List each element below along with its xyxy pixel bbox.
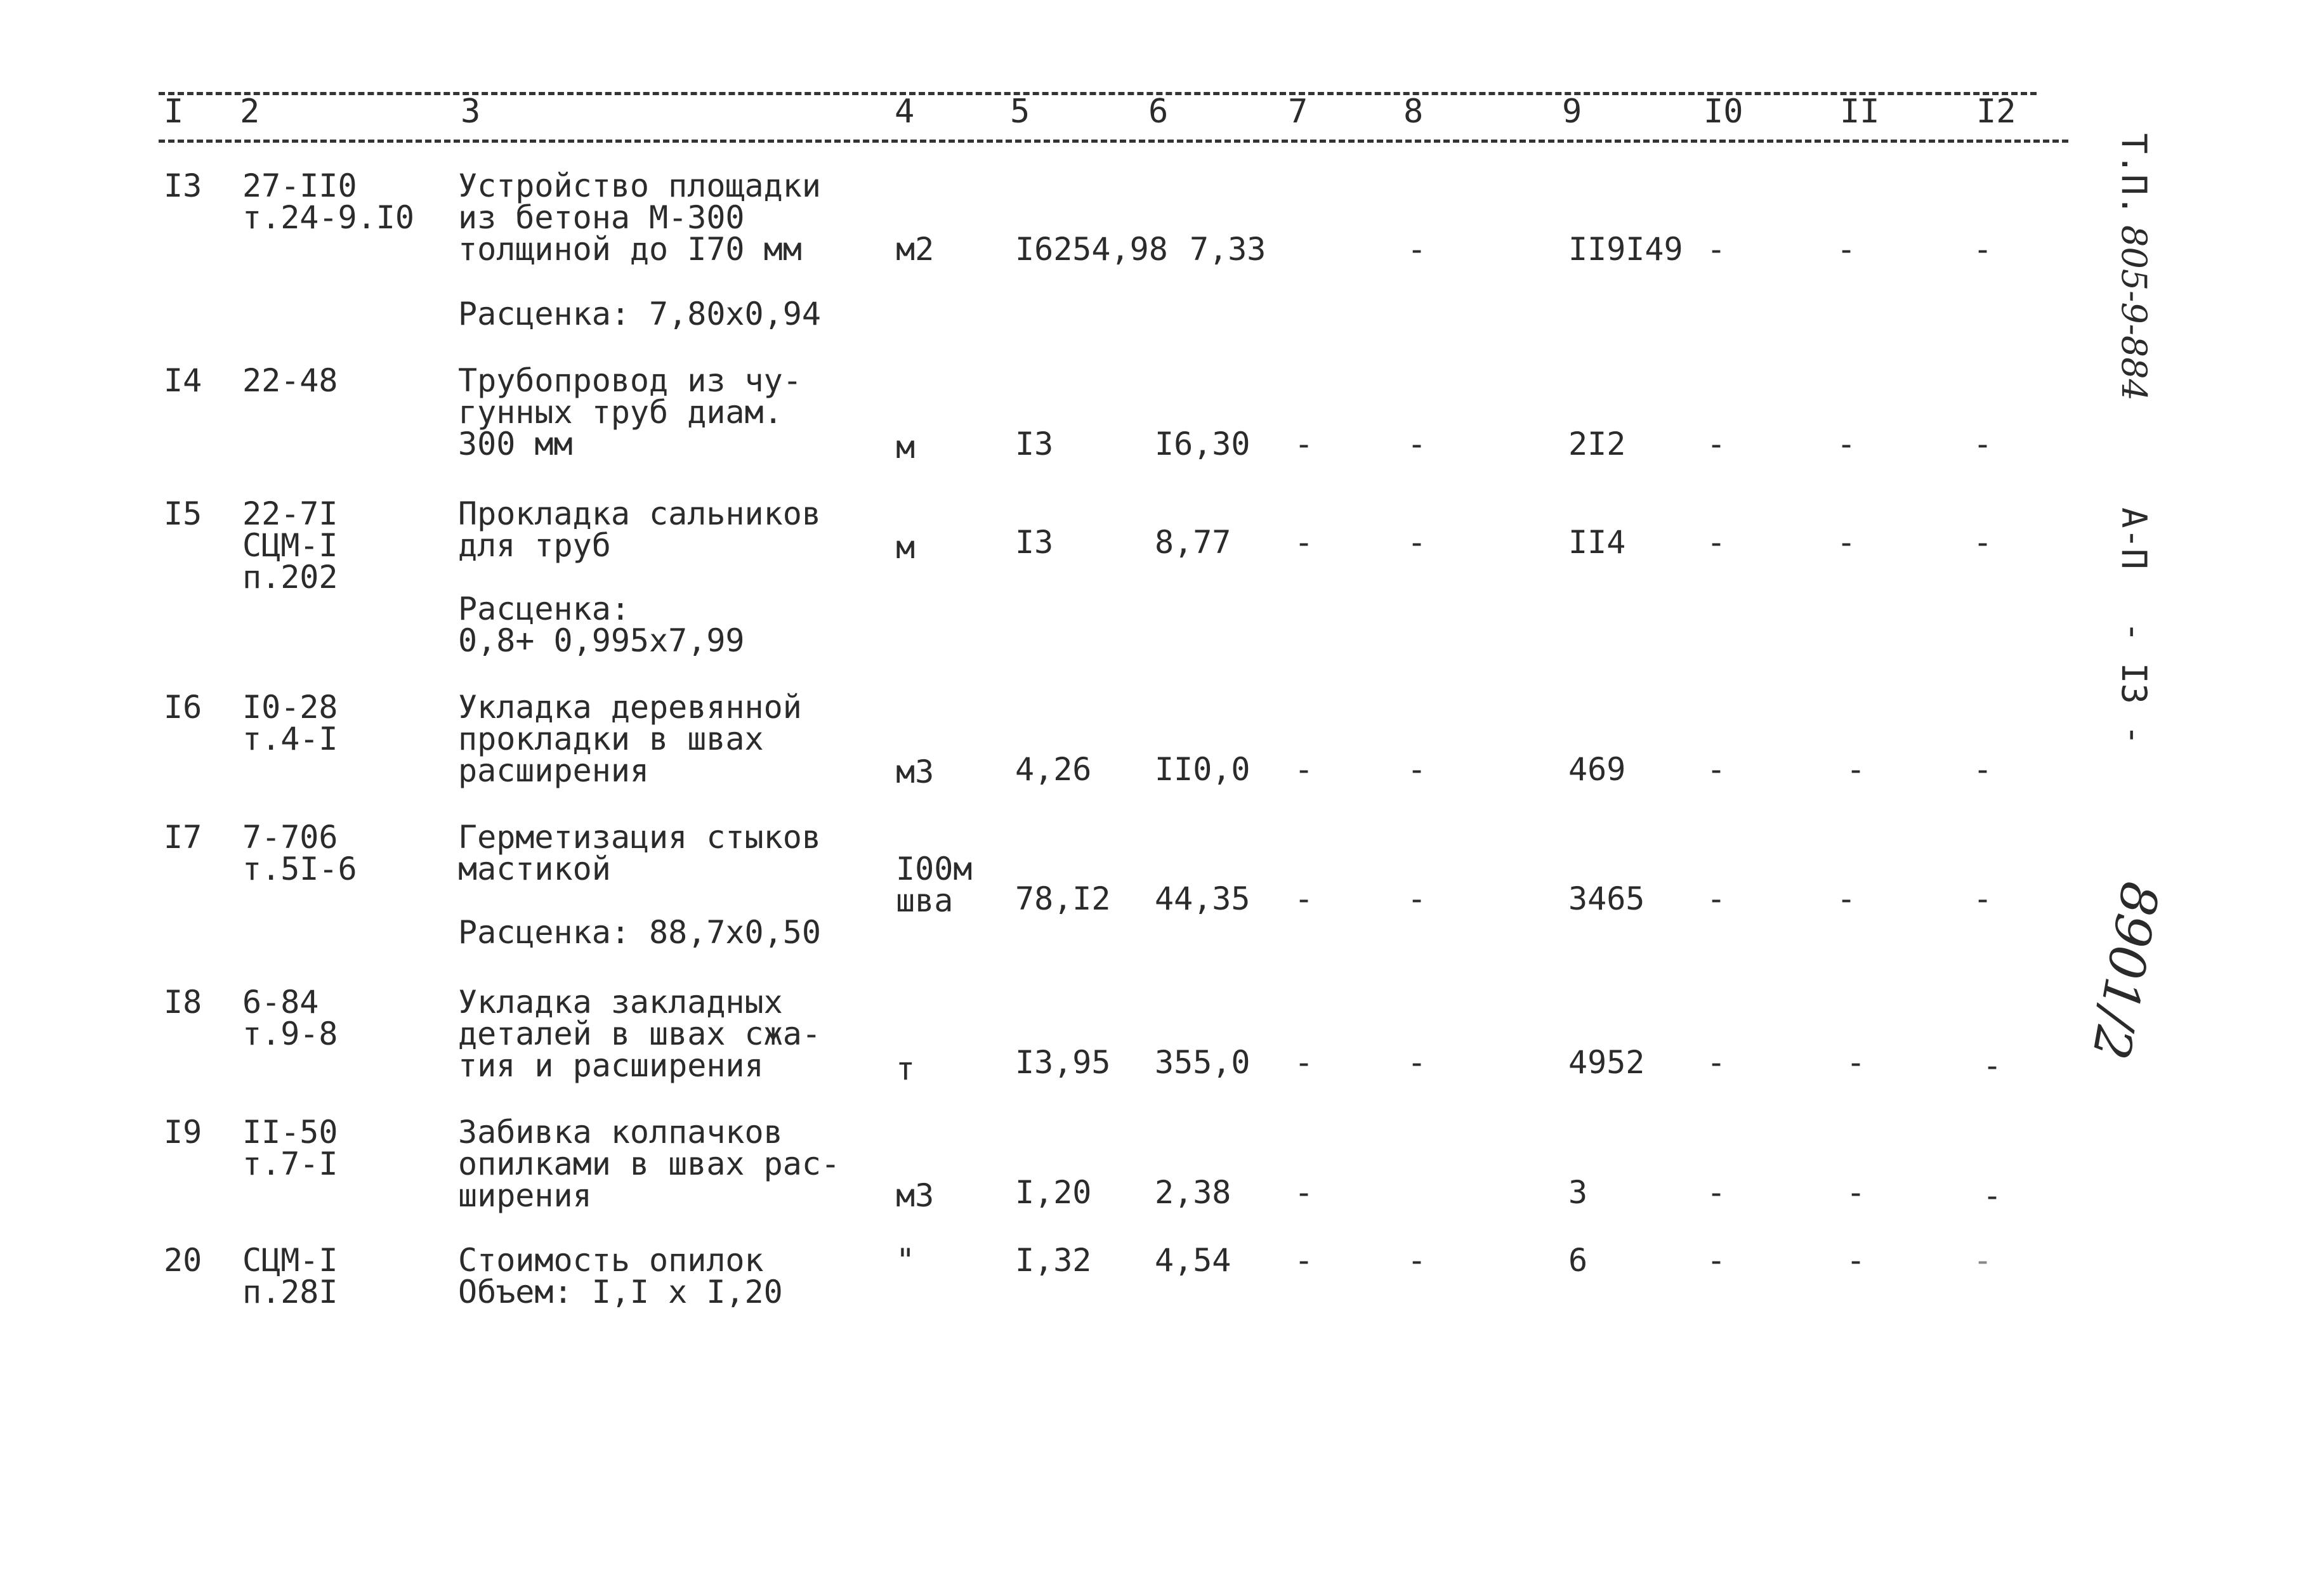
row-number: I4: [164, 362, 202, 399]
col-8-value: -: [1407, 880, 1427, 917]
col-10-value: -: [1707, 1242, 1726, 1279]
col-7-value: -: [1294, 880, 1314, 917]
unit-price: I6,30: [1155, 426, 1251, 462]
col-header-3: 3: [461, 93, 481, 131]
col-11-value: -: [1846, 1174, 1866, 1211]
document-code-prefix: Т.П.: [2114, 133, 2154, 216]
unit-price: 44,35: [1155, 880, 1251, 917]
col-12-value: -: [1983, 1047, 2002, 1084]
total-value: 3: [1568, 1174, 1588, 1211]
total-value: 6: [1568, 1242, 1588, 1279]
col-header-5: 5: [1010, 93, 1030, 131]
row-number: I7: [164, 819, 202, 856]
work-description: Герметизация стыков мастикой: [458, 819, 821, 887]
unit-price: II0,0: [1155, 751, 1251, 788]
col-7-value: -: [1294, 524, 1314, 561]
col-8-value: -: [1407, 1242, 1427, 1279]
norm-reference: 22-7I СЦМ-I п.202: [242, 495, 338, 596]
unit: т: [896, 1050, 916, 1087]
col-10-value: -: [1707, 880, 1726, 917]
unit-price: 4,54: [1155, 1242, 1231, 1279]
norm-reference: I0-28 т.4-I: [242, 689, 338, 757]
col-12-value: -: [1973, 751, 1993, 788]
col-11-value: -: [1837, 880, 1856, 917]
row-number: I9: [164, 1114, 202, 1151]
unit: м: [896, 429, 916, 466]
col-8-value: -: [1407, 231, 1427, 268]
col-7-value: -: [1294, 1242, 1314, 1279]
work-description: Забивка колпачков опилками в швах рас- ширения: [458, 1114, 841, 1214]
col-10-value: -: [1707, 751, 1726, 788]
col-10-value: -: [1707, 426, 1726, 462]
col-11-value: -: [1837, 231, 1856, 268]
norm-reference: 6-84 т.9-8: [242, 984, 338, 1052]
rate-note: Расценка: 0,8+ 0,995х7,99: [458, 591, 745, 659]
col-8-value: -: [1407, 751, 1427, 788]
norm-reference: II-50 т.7-I: [242, 1114, 338, 1182]
work-description: Устройство площадки из бетона М-300 толщиной до I70 мм: [458, 167, 821, 268]
col-8-value: -: [1407, 524, 1427, 561]
header-bottom-rule: [159, 140, 2068, 143]
col-12-value: -: [1973, 880, 1993, 917]
col-10-value: -: [1707, 524, 1726, 561]
unit: ": [896, 1242, 916, 1279]
col-header-9: 9: [1562, 93, 1582, 131]
handwritten-inventory-number: 8901/2: [2080, 877, 2170, 1064]
col-10-value: -: [1707, 231, 1726, 268]
row-number: 20: [164, 1242, 202, 1279]
col-10-value: -: [1707, 1044, 1726, 1081]
col-8-value: -: [1407, 426, 1427, 462]
col-11-value: -: [1837, 524, 1856, 561]
col-header-6: 6: [1148, 93, 1169, 131]
rate-note: Расценка: 7,80х0,94: [458, 296, 821, 332]
total-value: 2I2: [1568, 426, 1626, 462]
col-7-value: -: [1294, 426, 1314, 462]
col-8-value: -: [1407, 1044, 1427, 1081]
unit-price: 7,33: [1190, 231, 1266, 268]
work-description: Укладка закладных деталей в швах сжа- тия и расширения: [458, 984, 821, 1084]
row-number: I8: [164, 984, 202, 1021]
work-description: Укладка деревянной прокладки в швах расширения: [458, 689, 802, 789]
col-12-value: -: [1973, 524, 1993, 561]
page-number: - I3 -: [2114, 622, 2154, 746]
header-top-rule: [159, 92, 2037, 95]
col-header-8: 8: [1403, 93, 1424, 131]
col-12-value: -: [1983, 1177, 2002, 1214]
total-value: 3465: [1568, 880, 1645, 917]
col-12-value: -: [1973, 426, 1993, 462]
quantity: 78,I2: [1015, 880, 1111, 917]
col-11-value: -: [1846, 1044, 1866, 1081]
unit: I00м шва: [896, 851, 973, 919]
work-description: Прокладка сальников для труб: [458, 495, 821, 564]
col-11-value: -: [1837, 426, 1856, 462]
unit: м3: [896, 754, 935, 790]
norm-reference: 27-II0 т.24-9.I0: [242, 167, 414, 236]
total-value: II9I49: [1568, 231, 1683, 268]
rate-note: Расценка: 88,7х0,50: [458, 914, 821, 951]
work-description: Трубопровод из чу- гунных труб диам. 300 мм: [458, 362, 802, 462]
total-value: 469: [1568, 751, 1626, 788]
unit-price: 355,0: [1155, 1044, 1251, 1081]
quantity: I,32: [1015, 1242, 1092, 1279]
quantity: I,20: [1015, 1174, 1092, 1211]
row-number: I6: [164, 689, 202, 726]
col-10-value: -: [1707, 1174, 1726, 1211]
row-number: I5: [164, 495, 202, 532]
col-7-value: -: [1294, 1174, 1314, 1211]
col-11-value: -: [1846, 751, 1866, 788]
unit-price: 2,38: [1155, 1174, 1231, 1211]
work-description: Стоимость опилок Объем: I,I х I,20: [458, 1242, 783, 1310]
quantity: I6254,98: [1015, 231, 1168, 268]
quantity: I3: [1015, 524, 1054, 561]
total-value: 4952: [1568, 1044, 1645, 1081]
album-label: А-П: [2114, 507, 2154, 570]
row-number: I3: [164, 167, 202, 204]
quantity: I3,95: [1015, 1044, 1111, 1081]
col-header-1: I: [164, 93, 184, 131]
col-header-7: 7: [1288, 93, 1308, 131]
col-header-10: I0: [1704, 93, 1743, 131]
unit-price: 8,77: [1155, 524, 1231, 561]
col-12-value: -: [1973, 1242, 1993, 1279]
unit: м3: [896, 1177, 935, 1214]
col-7-value: -: [1294, 751, 1314, 788]
unit: м: [896, 529, 916, 566]
col-11-value: -: [1846, 1242, 1866, 1279]
norm-reference: 7-706 т.5I-6: [242, 819, 357, 887]
norm-reference: 22-48: [242, 362, 338, 399]
col-7-value: -: [1294, 1044, 1314, 1081]
total-value: II4: [1568, 524, 1626, 561]
document-code: 805-9-884: [2114, 225, 2154, 401]
quantity: I3: [1015, 426, 1054, 462]
quantity: 4,26: [1015, 751, 1092, 788]
col-header-2: 2: [240, 93, 260, 131]
norm-reference: СЦМ-I п.28I: [242, 1242, 338, 1310]
unit: м2: [896, 231, 935, 268]
col-header-12: I2: [1976, 93, 2016, 131]
col-header-4: 4: [895, 93, 915, 131]
col-12-value: -: [1973, 231, 1993, 268]
col-header-11: II: [1840, 93, 1880, 131]
